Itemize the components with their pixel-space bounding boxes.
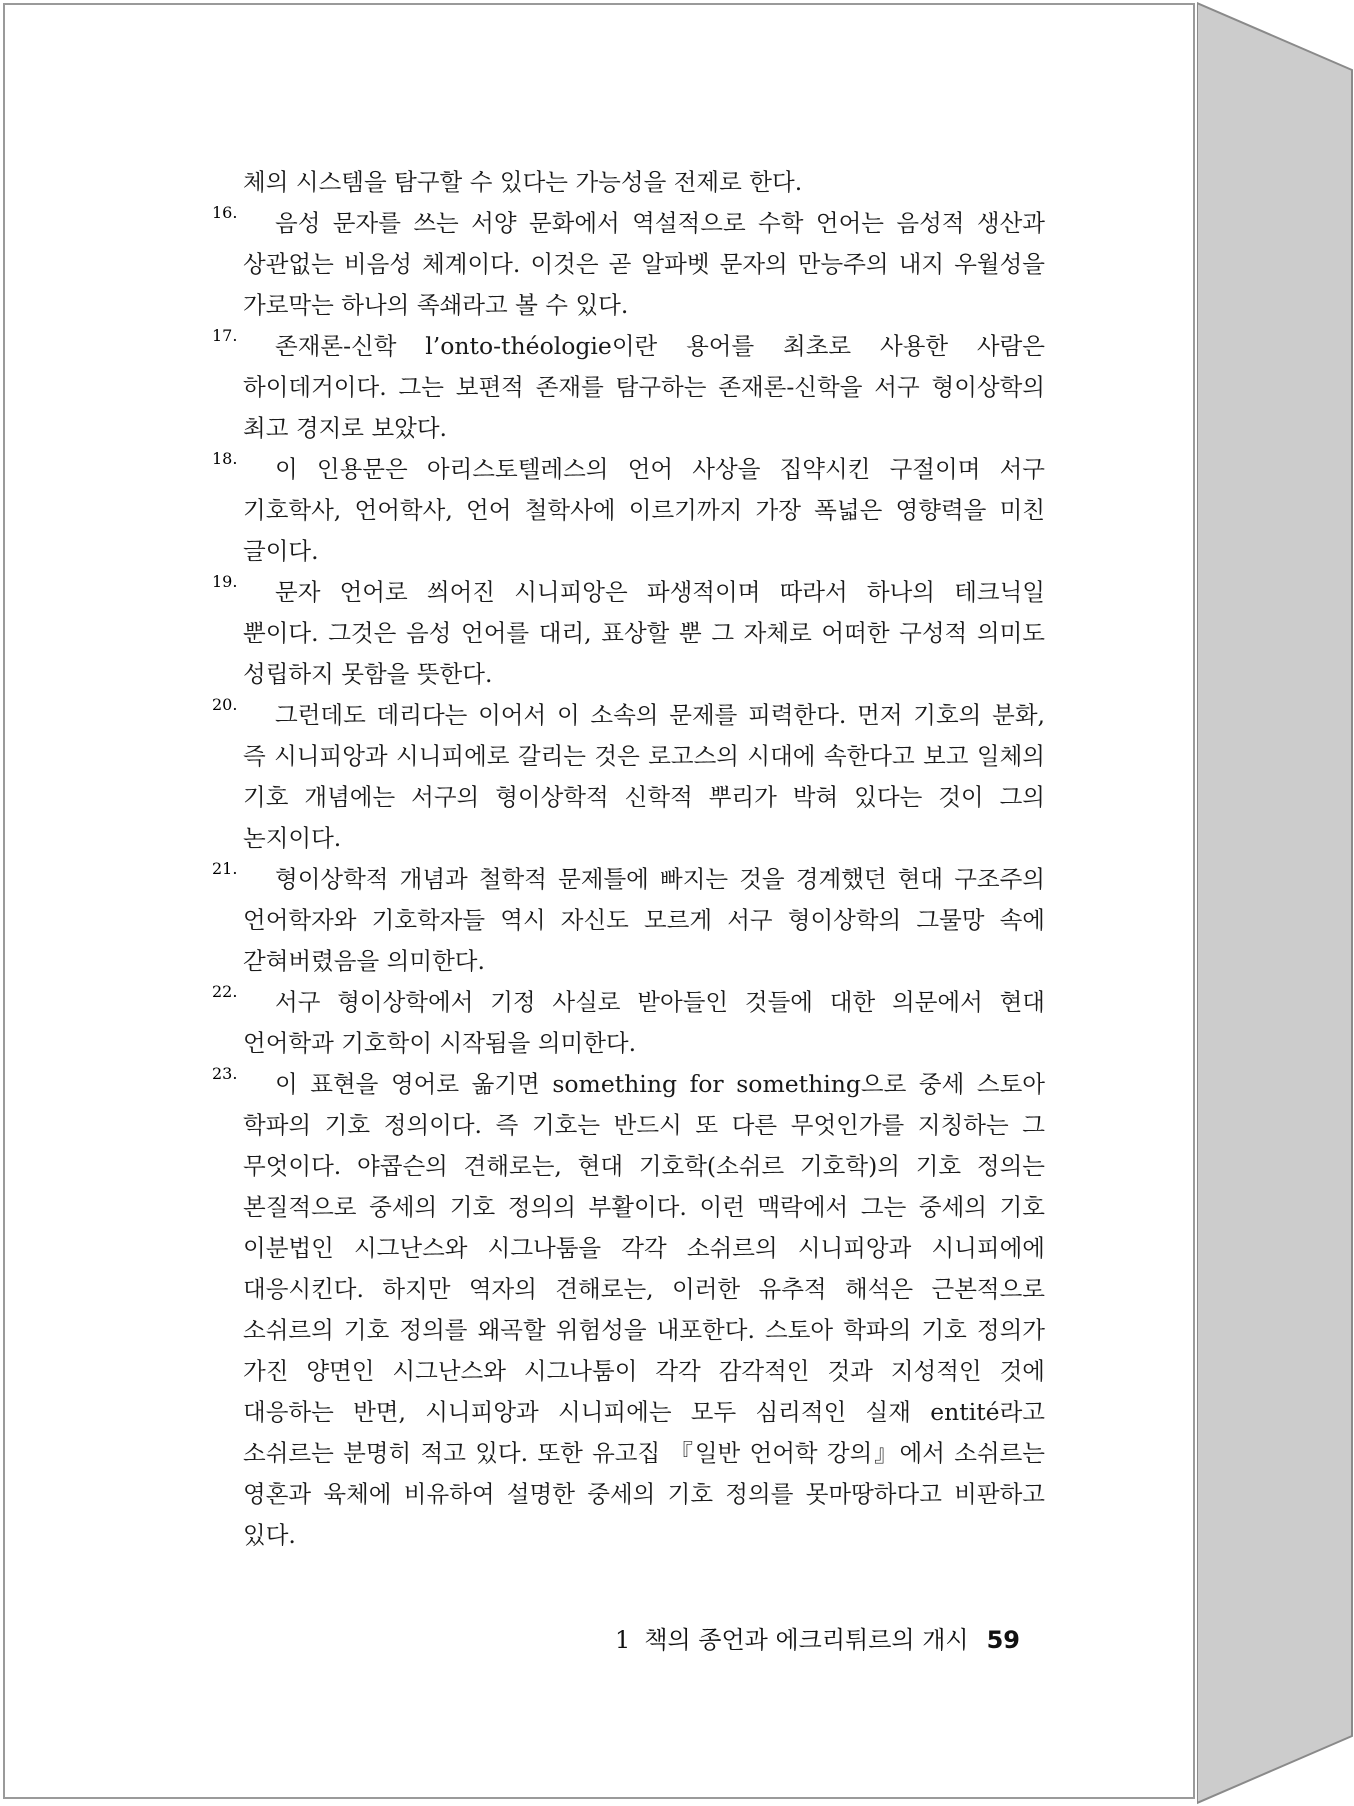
note-text: 그런데도 데리다는 이어서 이 소속의 문제를 피력한다. 먼저 기호의 분화, 즉 시니피앙과 시니피에로 갈리는 것은 로고스의 시대에 속한다고 보고 일체의 기호 개념에는 서구의 형이상학적 신학적 뿌리가 박혀 있다는 것이 그의 논지이다.: [243, 701, 1045, 852]
note-number: 18.: [212, 449, 238, 468]
note-number: 23.: [212, 1064, 238, 1083]
note-number: 20.: [212, 695, 238, 714]
page-stack-edge: [1197, 0, 1354, 1806]
note-continuation: 체의 시스템을 탐구할 수 있다는 가능성을 전제로 한다.: [243, 168, 803, 196]
note-number: 22.: [212, 982, 238, 1001]
note-number: 17.: [212, 326, 238, 345]
note-text: 이 표현을 영어로 옮기면 something for something으로 중세 스토아 학파의 기호 정의이다. 즉 기호는 반드시 또 다른 무엇인가를 지칭하는 그 무엇이다. 야콥슨의 견해로는, 현대 기호학(소쉬르 기호학)의 기호 정의는 본질적으로 중세의 기호 정의의 부활이다. 이런 맥락에서 그는 중세의 기호 이분법인 시그난스와 시그나툼을 각각 소쉬르의 시니피앙과 시니피에에 대응시킨다. 하지만 역자의 견해로는, 이러한 유추적 해석은 근본적으로 소쉬르의 기호 정의를 왜곡할 위험성을 내포한다. 스토아 학파의 기호 정의가 가진 양면인 시그난스와 시그나툼이 각각 감각적인 것과 지성적인 것에 대응하는 반면, 시니피앙과 시니피에는 모두 심리적인 실재 entité라고 소쉬르는 분명히 적고 있다. 또한 유고집 『일반 언어학 강의』에서 소쉬르는 영혼과 육체에 비유하여 설명한 중세의 기호 정의를 못마땅하다고 비판하고 있다.: [243, 1070, 1045, 1549]
note-text: 서구 형이상학에서 기정 사실로 받아들인 것들에 대한 의문에서 현대 언어학과 기호학이 시작됨을 의미한다.: [243, 988, 1045, 1057]
note-23: [212, 1064, 1045, 1556]
note-16: [212, 203, 1045, 326]
note-number: 19.: [212, 572, 238, 591]
endnotes-block: [212, 162, 1045, 1556]
note-22: [212, 982, 1045, 1064]
note-19: [212, 572, 1045, 695]
note-20: [212, 695, 1045, 859]
note-17: [212, 326, 1045, 449]
page-number: 59: [986, 1626, 1020, 1654]
note-text: 이 인용문은 아리스토텔레스의 언어 사상을 집약시킨 구절이며 서구 기호학사, 언어학사, 언어 철학사에 이르기까지 가장 폭넓은 영향력을 미친 글이다.: [243, 455, 1045, 565]
note-text: 존재론-신학 l’onto-théologie이란 용어를 최초로 사용한 사람은 하이데거이다. 그는 보편적 존재를 탐구하는 존재론-신학을 서구 형이상학의 최고 경지로 보았다.: [243, 332, 1045, 442]
running-footer: [590, 1620, 1020, 1655]
note-number: 21.: [212, 859, 238, 878]
note-number: 16.: [212, 203, 238, 222]
chapter-number: 1: [615, 1626, 631, 1654]
chapter-title: 책의 종언과 에크리튀르의 개시: [644, 1626, 969, 1654]
note-21: [212, 859, 1045, 982]
note-text: 형이상학적 개념과 철학적 문제틀에 빠지는 것을 경계했던 현대 구조주의 언어학자와 기호학자들 역시 자신도 모르게 서구 형이상학의 그물망 속에 갇혀버렸음을 의미한다.: [243, 865, 1045, 975]
note-text: 문자 언어로 씌어진 시니피앙은 파생적이며 따라서 하나의 테크닉일 뿐이다. 그것은 음성 언어를 대리, 표상할 뿐 그 자체로 어떠한 구성적 의미도 성립하지 못함을 뜻한다.: [243, 578, 1045, 688]
note-18: [212, 449, 1045, 572]
note-text: 음성 문자를 쓰는 서양 문화에서 역설적으로 수학 언어는 음성적 생산과 상관없는 비음성 체계이다. 이것은 곧 알파벳 문자의 만능주의 내지 우월성을 가로막는 하나의 족쇄라고 볼 수 있다.: [243, 209, 1045, 319]
